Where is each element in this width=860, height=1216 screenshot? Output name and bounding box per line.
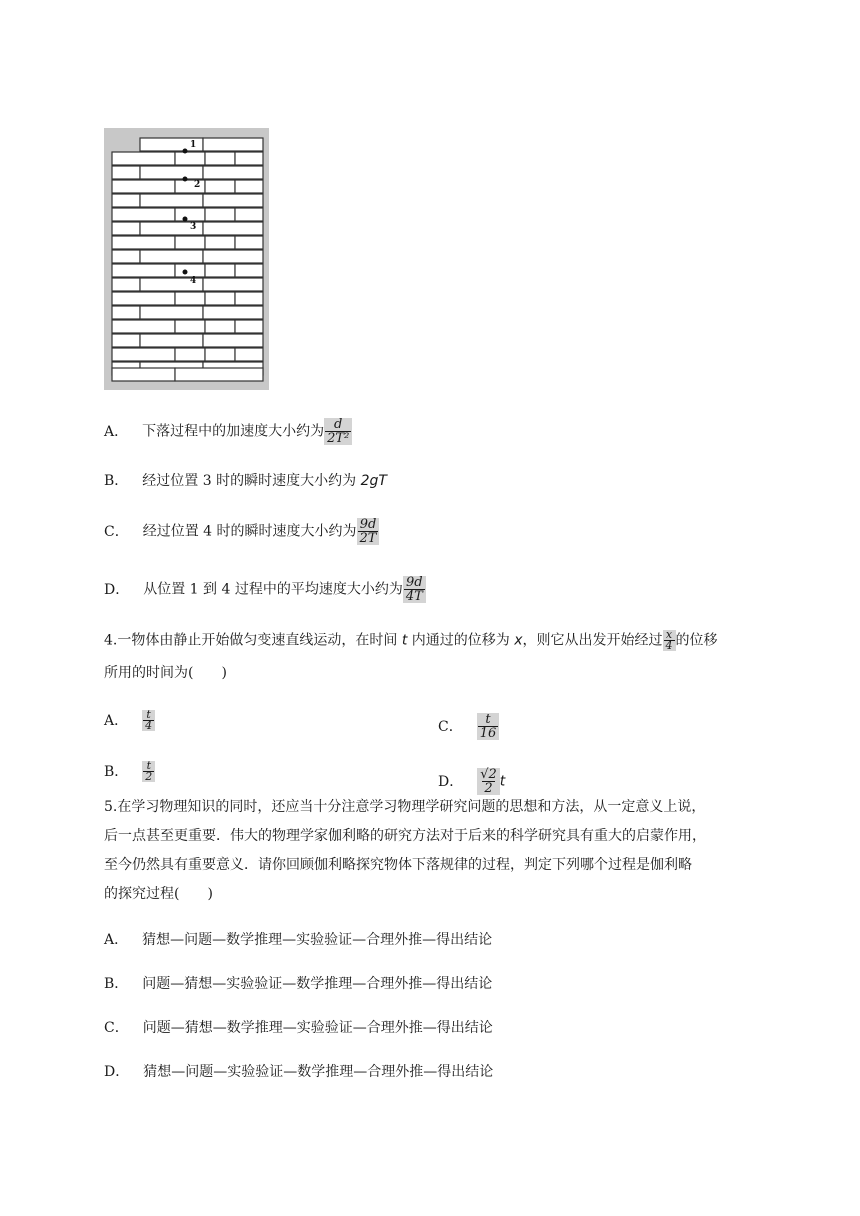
expression: 2gT (360, 473, 387, 489)
position-label-1: 1 (190, 140, 197, 150)
q4-stem-line-2: 所用的时间为( ) (104, 665, 227, 681)
fraction (477, 713, 500, 740)
fraction-denominator: 16 (479, 726, 497, 741)
option-label: A． (104, 712, 129, 729)
q4-text: ，则它从出发开始经过 (522, 632, 663, 649)
q5-stem-line-1: 5.在学习物理知识的同时，还应当十分注意学习物理学研究问题的思想和方法，从一定意义上说， (104, 799, 706, 815)
fraction-denominator: 2 (484, 781, 493, 796)
fraction-denominator: 4 (145, 719, 153, 732)
fraction (142, 761, 155, 782)
position-label-2: 2 (194, 180, 201, 190)
q3-option-d (104, 576, 426, 603)
fraction-denominator: 2 (145, 770, 153, 783)
option-text: 经过位置 4 时的瞬时速度大小约为 (142, 523, 357, 540)
fraction (324, 418, 352, 445)
var-t: t (499, 773, 506, 790)
option-label: B． (104, 976, 129, 992)
q4-option-c (438, 713, 499, 740)
position-label-4: 4 (190, 276, 197, 286)
option-label: B． (104, 473, 129, 489)
fraction-numerator: x (665, 628, 673, 641)
option-text: 问题—猜想—实验验证—数学推理—合理外推—得出结论 (142, 976, 493, 992)
q4-text: 的位移 (675, 632, 718, 649)
fraction (357, 518, 380, 545)
option-label: C． (438, 718, 463, 735)
option-label: A． (104, 932, 129, 948)
fraction-denominator: 2T² (327, 431, 350, 446)
fraction-numerator: 9d (359, 517, 377, 532)
fraction-numerator: t (485, 712, 491, 727)
fraction-denominator: 2T (359, 531, 377, 546)
option-label: B． (104, 763, 129, 780)
fraction (403, 576, 426, 603)
position-dot-2 (183, 177, 188, 182)
q5-option-b (104, 974, 492, 994)
fraction-numerator: √2 (480, 767, 497, 782)
q4-option-a (104, 710, 155, 731)
fraction-numerator: t (146, 759, 151, 772)
option-text: 经过位置 3 时的瞬时速度大小约为 (142, 473, 361, 489)
q5-stem-line-3: 至今仍然具有重要意义．请你回顾伽利略探究物体下落规律的过程，判定下列哪个过程是伽利略 (104, 857, 692, 873)
q4-option-b (104, 761, 155, 782)
fraction-denominator: 4 (665, 639, 673, 652)
fraction-numerator: t (146, 708, 151, 721)
q4-text: 4.一物体由静止开始做匀变速直线运动，在时间 (104, 632, 402, 649)
fraction-denominator: 4T (405, 589, 423, 604)
q3-option-a (104, 418, 352, 445)
q4-option-d (438, 768, 505, 795)
option-text: 问题—猜想—数学推理—实验验证—合理外推—得出结论 (142, 1020, 493, 1036)
q3-option-c (104, 518, 379, 545)
q4-stem-line-1 (104, 630, 718, 651)
position-dot-3 (183, 217, 188, 222)
position-label-3: 3 (190, 222, 197, 232)
position-dot-4 (183, 270, 188, 275)
fraction (663, 630, 676, 651)
fraction-numerator: 9d (406, 575, 423, 590)
option-text: 猜想—问题—数学推理—实验验证—合理外推—得出结论 (142, 932, 493, 948)
q4-text: 内通过的位移为 (407, 632, 515, 649)
var-x: x (514, 632, 523, 649)
q5-option-c (104, 1018, 493, 1038)
option-label: C． (104, 523, 129, 540)
q5-option-a (104, 930, 492, 950)
fraction-numerator: d (334, 417, 343, 432)
q5-stem-line-4: 的探究过程( ) (104, 886, 213, 902)
option-text: 猜想—问题—实验验证—数学推理—合理外推—得出结论 (143, 1064, 494, 1080)
option-label: C． (104, 1020, 129, 1036)
fraction (142, 710, 155, 731)
option-text: 下落过程中的加速度大小约为 (142, 423, 325, 440)
brick-wall-figure (104, 128, 269, 390)
option-label: A． (104, 423, 129, 440)
q5-option-d (104, 1062, 493, 1082)
brick-wall-drawing (104, 128, 269, 390)
position-dot-1 (183, 149, 188, 154)
option-label: D． (104, 1064, 130, 1080)
option-label: D． (438, 773, 464, 790)
q5-stem-line-2: 后一点甚至更重要．伟大的物理学家伽利略的研究方法对于后来的科学研究具有重大的启蒙作用， (104, 828, 706, 844)
option-label: D． (104, 581, 130, 598)
var-t: t (401, 632, 408, 649)
option-text: 从位置 1 到 4 过程中的平均速度大小约为 (143, 581, 403, 598)
fraction (477, 768, 500, 795)
q3-option-b (104, 471, 387, 491)
